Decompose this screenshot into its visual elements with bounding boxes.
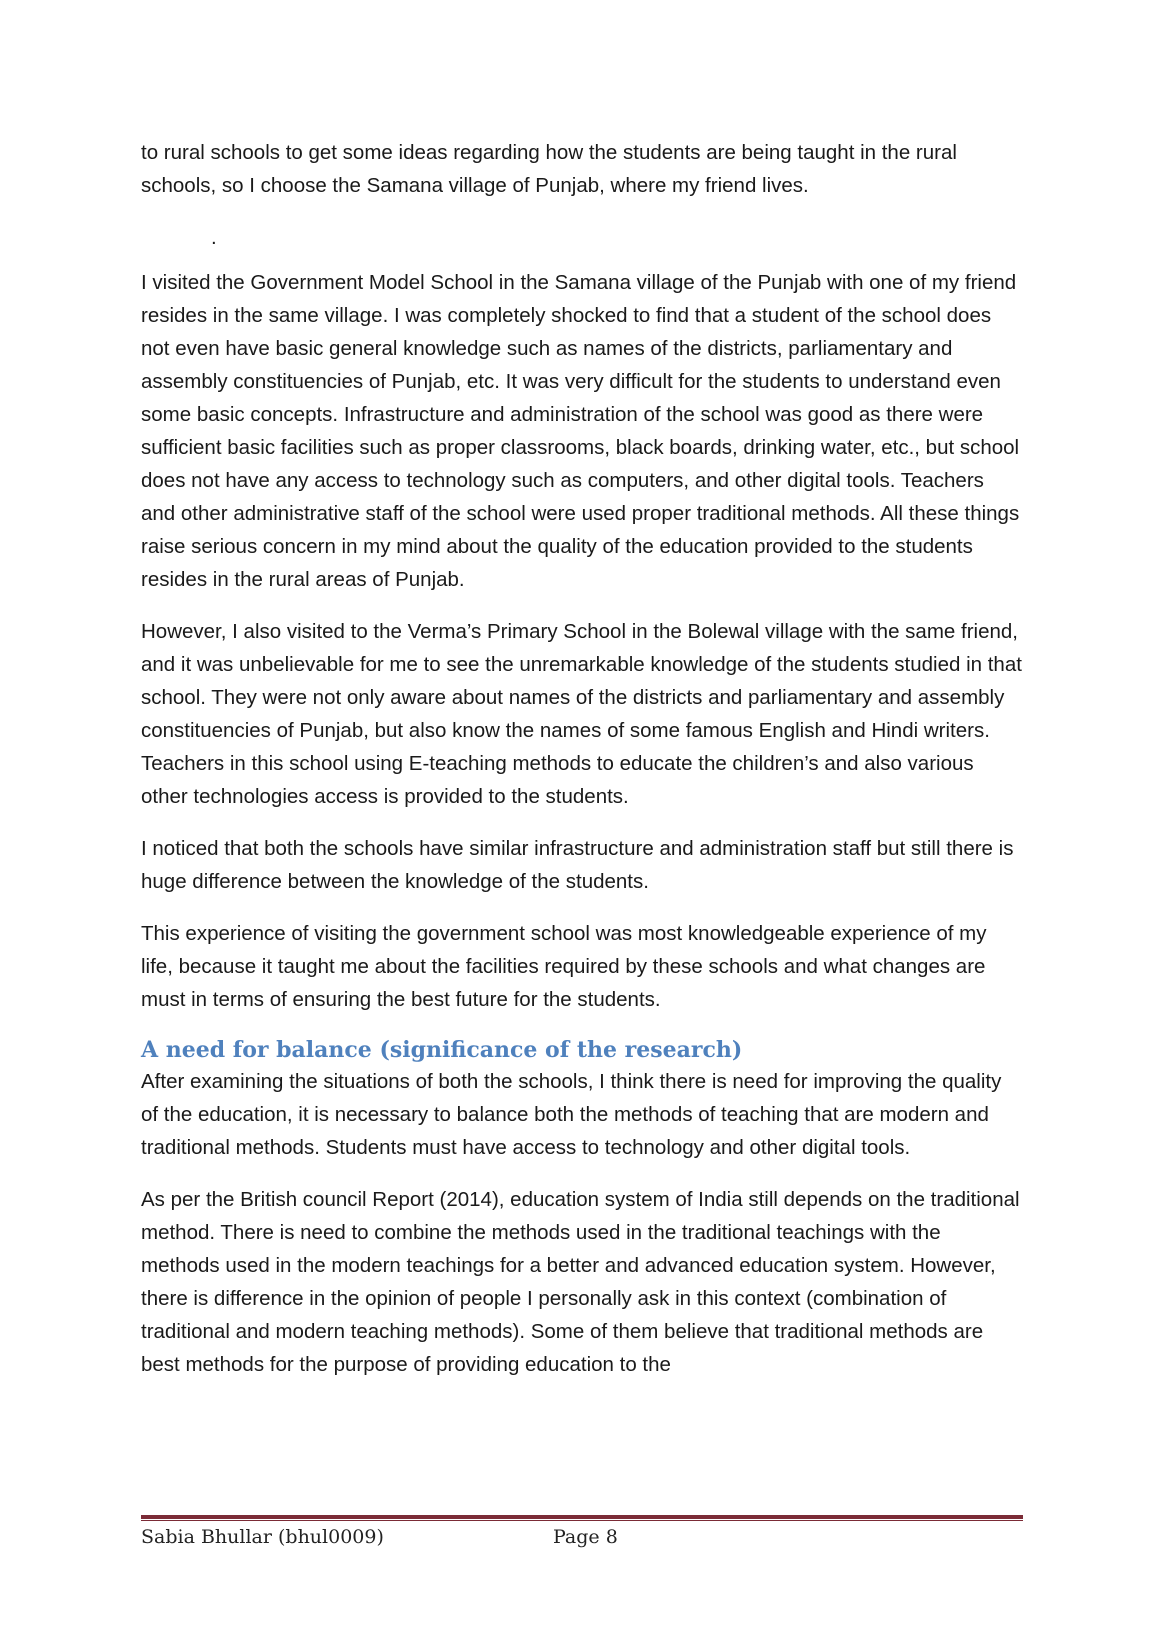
paragraph-comparison: I noticed that both the schools have similar infrastructure and administration staff but still there is huge difference between the knowledge of the students. xyxy=(141,837,1014,893)
paragraph-balance: After examining the situations of both the schools, I think there is need for improving the quality of the education, it is necessary to balance both the methods of teaching that are modern and traditional methods. Students must have access to technology and other digital tools. xyxy=(141,1070,1002,1159)
footer-divider xyxy=(141,1515,1023,1522)
footer-author: Sabia Bhullar (bhul0009) xyxy=(141,1526,384,1548)
page-body xyxy=(141,136,1023,1400)
paragraph-verma-primary-school: However, I also visited to the Verma’s Primary School in the Bolewal village with the same friend, and it was unbelievable for me to see the unremarkable knowledge of the students studied in that school. They were not only aware about names of the districts and parliamentary and assembly constituencies of Punjab, but also know the names of some famous English and Hindi writers. Teachers in this school using E-teaching methods to educate the children’s and also various other technologies access is provided to the students. xyxy=(141,620,1022,808)
paragraph-rural-schools-intro: to rural schools to get some ideas regarding how the students are being taught in the rural schools, so I choose the Samana village of Punjab, where my friend lives. xyxy=(141,141,957,197)
paragraph-british-council: As per the British council Report (2014), education system of India still depends on the traditional method. There is need to combine the methods used in the traditional teachings with the methods used in the modern teachings for a better and advanced education system. However, there is difference in the opinion of people I personally ask in this context (combination of traditional and modern teaching methods). Some of them believe that traditional methods are best methods for the purpose of providing education to the xyxy=(141,1188,1020,1376)
stray-dot: . xyxy=(211,226,217,249)
footer-page-number: Page 8 xyxy=(553,1526,618,1548)
paragraph-experience: This experience of visiting the government school was most knowledgeable experience of my life, because it taught me about the facilities required by these schools and what changes are must in terms of ensuring the best future for the students. xyxy=(141,922,987,1011)
paragraph-government-model-school: I visited the Government Model School in the Samana village of the Punjab with one of my friend resides in the same village. I was completely shocked to find that a student of the school does not even have basic general knowledge such as names of the districts, parliamentary and assembly constituencies of Punjab, etc. It was very difficult for the students to understand even some basic concepts. Infrastructure and administration of the school was good as there were sufficient basic facilities such as proper classrooms, black boards, drinking water, etc., but school does not have any access to technology such as computers, and other digital tools. Teachers and other administrative staff of the school were used proper traditional methods. All these things raise serious concern in my mind about the quality of the education provided to the students resides in the rural areas of Punjab. xyxy=(141,271,1020,591)
section-heading: A need for balance (significance of the research) xyxy=(141,1037,743,1063)
